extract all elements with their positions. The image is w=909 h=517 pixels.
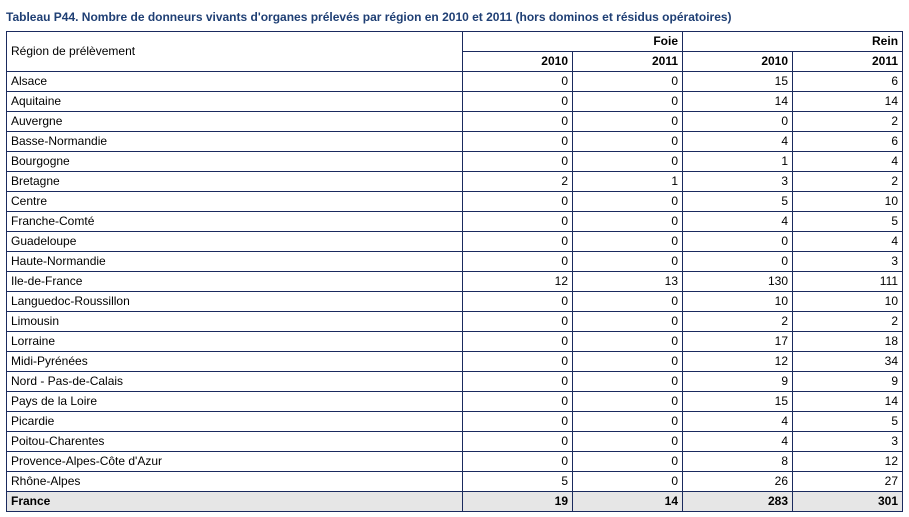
group-header-rein: Rein bbox=[683, 32, 903, 52]
table-row bbox=[7, 192, 903, 212]
group-header-foie: Foie bbox=[463, 32, 683, 52]
value-foie-2010: 5 bbox=[463, 472, 573, 492]
value-foie-2010: 0 bbox=[463, 72, 573, 92]
region-name: Midi-Pyrénées bbox=[7, 352, 463, 372]
table-row bbox=[7, 312, 903, 332]
value-foie-2011: 0 bbox=[573, 152, 683, 172]
table-row bbox=[7, 212, 903, 232]
region-name: Basse-Normandie bbox=[7, 132, 463, 152]
value-rein-2011: 111 bbox=[793, 272, 903, 292]
value-foie-2010: 0 bbox=[463, 312, 573, 332]
value-rein-2011: 3 bbox=[793, 252, 903, 272]
value-foie-2010: 0 bbox=[463, 432, 573, 452]
value-foie-2010: 0 bbox=[463, 352, 573, 372]
total-rein-2011: 301 bbox=[793, 492, 903, 512]
value-rein-2011: 9 bbox=[793, 372, 903, 392]
value-foie-2010: 0 bbox=[463, 232, 573, 252]
value-foie-2010: 0 bbox=[463, 92, 573, 112]
value-rein-2011: 10 bbox=[793, 292, 903, 312]
value-foie-2011: 0 bbox=[573, 112, 683, 132]
value-foie-2011: 0 bbox=[573, 392, 683, 412]
value-rein-2010: 0 bbox=[683, 232, 793, 252]
value-foie-2011: 0 bbox=[573, 72, 683, 92]
value-rein-2011: 6 bbox=[793, 132, 903, 152]
value-foie-2010: 0 bbox=[463, 452, 573, 472]
region-name: Picardie bbox=[7, 412, 463, 432]
value-foie-2010: 0 bbox=[463, 152, 573, 172]
value-foie-2011: 0 bbox=[573, 332, 683, 352]
region-name: Guadeloupe bbox=[7, 232, 463, 252]
total-label: France bbox=[7, 492, 463, 512]
region-name: Rhône-Alpes bbox=[7, 472, 463, 492]
region-name: Poitou-Charentes bbox=[7, 432, 463, 452]
table-row bbox=[7, 372, 903, 392]
value-foie-2011: 0 bbox=[573, 212, 683, 232]
value-rein-2011: 34 bbox=[793, 352, 903, 372]
value-foie-2011: 1 bbox=[573, 172, 683, 192]
group-header-row bbox=[7, 32, 903, 52]
value-rein-2010: 4 bbox=[683, 212, 793, 232]
region-name: Ile-de-France bbox=[7, 272, 463, 292]
year-header-foie-2011: 2011 bbox=[573, 52, 683, 72]
value-foie-2011: 0 bbox=[573, 192, 683, 212]
value-rein-2010: 4 bbox=[683, 132, 793, 152]
region-name: Bretagne bbox=[7, 172, 463, 192]
value-rein-2011: 10 bbox=[793, 192, 903, 212]
region-name: Limousin bbox=[7, 312, 463, 332]
value-rein-2011: 5 bbox=[793, 212, 903, 232]
value-rein-2011: 12 bbox=[793, 452, 903, 472]
value-foie-2011: 0 bbox=[573, 412, 683, 432]
value-foie-2010: 0 bbox=[463, 292, 573, 312]
value-foie-2010: 0 bbox=[463, 192, 573, 212]
value-rein-2010: 3 bbox=[683, 172, 793, 192]
table-row bbox=[7, 272, 903, 292]
value-rein-2010: 9 bbox=[683, 372, 793, 392]
value-foie-2010: 0 bbox=[463, 132, 573, 152]
value-foie-2011: 0 bbox=[573, 352, 683, 372]
value-rein-2010: 10 bbox=[683, 292, 793, 312]
value-foie-2011: 0 bbox=[573, 232, 683, 252]
table-row bbox=[7, 332, 903, 352]
value-rein-2011: 6 bbox=[793, 72, 903, 92]
total-foie-2010: 19 bbox=[463, 492, 573, 512]
value-foie-2011: 0 bbox=[573, 472, 683, 492]
region-name: Provence-Alpes-Côte d'Azur bbox=[7, 452, 463, 472]
value-foie-2011: 0 bbox=[573, 312, 683, 332]
value-foie-2010: 0 bbox=[463, 112, 573, 132]
region-name: Pays de la Loire bbox=[7, 392, 463, 412]
table-row bbox=[7, 172, 903, 192]
region-name: Centre bbox=[7, 192, 463, 212]
region-name: Haute-Normandie bbox=[7, 252, 463, 272]
value-rein-2011: 2 bbox=[793, 312, 903, 332]
value-rein-2011: 27 bbox=[793, 472, 903, 492]
total-row bbox=[7, 492, 903, 512]
value-rein-2011: 18 bbox=[793, 332, 903, 352]
value-rein-2010: 130 bbox=[683, 272, 793, 292]
table-row bbox=[7, 252, 903, 272]
region-name: Bourgogne bbox=[7, 152, 463, 172]
value-foie-2010: 2 bbox=[463, 172, 573, 192]
value-rein-2011: 2 bbox=[793, 172, 903, 192]
value-rein-2010: 4 bbox=[683, 432, 793, 452]
table-row bbox=[7, 452, 903, 472]
value-rein-2011: 3 bbox=[793, 432, 903, 452]
donor-table bbox=[6, 31, 903, 512]
value-rein-2010: 15 bbox=[683, 72, 793, 92]
table-row bbox=[7, 292, 903, 312]
value-rein-2011: 4 bbox=[793, 152, 903, 172]
value-foie-2010: 12 bbox=[463, 272, 573, 292]
value-rein-2011: 2 bbox=[793, 112, 903, 132]
value-foie-2011: 13 bbox=[573, 272, 683, 292]
value-foie-2010: 0 bbox=[463, 252, 573, 272]
value-rein-2011: 14 bbox=[793, 92, 903, 112]
table-row bbox=[7, 92, 903, 112]
table-title: Tableau P44. Nombre de donneurs vivants d'organes prélevés par région en 2010 et 2011 (hors dominos et résidus opératoires) bbox=[6, 10, 732, 24]
table-row bbox=[7, 152, 903, 172]
value-foie-2011: 0 bbox=[573, 452, 683, 472]
value-foie-2011: 0 bbox=[573, 292, 683, 312]
value-foie-2011: 0 bbox=[573, 372, 683, 392]
value-rein-2011: 4 bbox=[793, 232, 903, 252]
value-foie-2010: 0 bbox=[463, 332, 573, 352]
region-name: Languedoc-Roussillon bbox=[7, 292, 463, 312]
value-rein-2010: 1 bbox=[683, 152, 793, 172]
value-foie-2011: 0 bbox=[573, 92, 683, 112]
region-name: Aquitaine bbox=[7, 92, 463, 112]
table-row bbox=[7, 412, 903, 432]
total-foie-2011: 14 bbox=[573, 492, 683, 512]
value-rein-2010: 26 bbox=[683, 472, 793, 492]
value-rein-2010: 2 bbox=[683, 312, 793, 332]
value-rein-2010: 4 bbox=[683, 412, 793, 432]
table-row bbox=[7, 72, 903, 92]
value-rein-2011: 14 bbox=[793, 392, 903, 412]
value-rein-2011: 5 bbox=[793, 412, 903, 432]
value-rein-2010: 17 bbox=[683, 332, 793, 352]
region-name: Lorraine bbox=[7, 332, 463, 352]
value-foie-2011: 0 bbox=[573, 252, 683, 272]
total-rein-2010: 283 bbox=[683, 492, 793, 512]
table-row bbox=[7, 432, 903, 452]
value-rein-2010: 8 bbox=[683, 452, 793, 472]
region-name: Auvergne bbox=[7, 112, 463, 132]
year-header-rein-2010: 2010 bbox=[683, 52, 793, 72]
value-foie-2011: 0 bbox=[573, 132, 683, 152]
table-row bbox=[7, 112, 903, 132]
region-column-header: Région de prélèvement bbox=[7, 32, 463, 72]
table-row bbox=[7, 132, 903, 152]
value-rein-2010: 0 bbox=[683, 252, 793, 272]
value-rein-2010: 14 bbox=[683, 92, 793, 112]
value-rein-2010: 12 bbox=[683, 352, 793, 372]
value-foie-2010: 0 bbox=[463, 212, 573, 232]
value-foie-2010: 0 bbox=[463, 372, 573, 392]
region-name: Alsace bbox=[7, 72, 463, 92]
year-header-rein-2011: 2011 bbox=[793, 52, 903, 72]
value-rein-2010: 0 bbox=[683, 112, 793, 132]
region-name: Franche-Comté bbox=[7, 212, 463, 232]
year-header-foie-2010: 2010 bbox=[463, 52, 573, 72]
table-row bbox=[7, 352, 903, 372]
value-rein-2010: 15 bbox=[683, 392, 793, 412]
value-foie-2011: 0 bbox=[573, 432, 683, 452]
value-foie-2010: 0 bbox=[463, 392, 573, 412]
table-row bbox=[7, 232, 903, 252]
table-row bbox=[7, 472, 903, 492]
table-row bbox=[7, 392, 903, 412]
value-rein-2010: 5 bbox=[683, 192, 793, 212]
value-foie-2010: 0 bbox=[463, 412, 573, 432]
region-name: Nord - Pas-de-Calais bbox=[7, 372, 463, 392]
